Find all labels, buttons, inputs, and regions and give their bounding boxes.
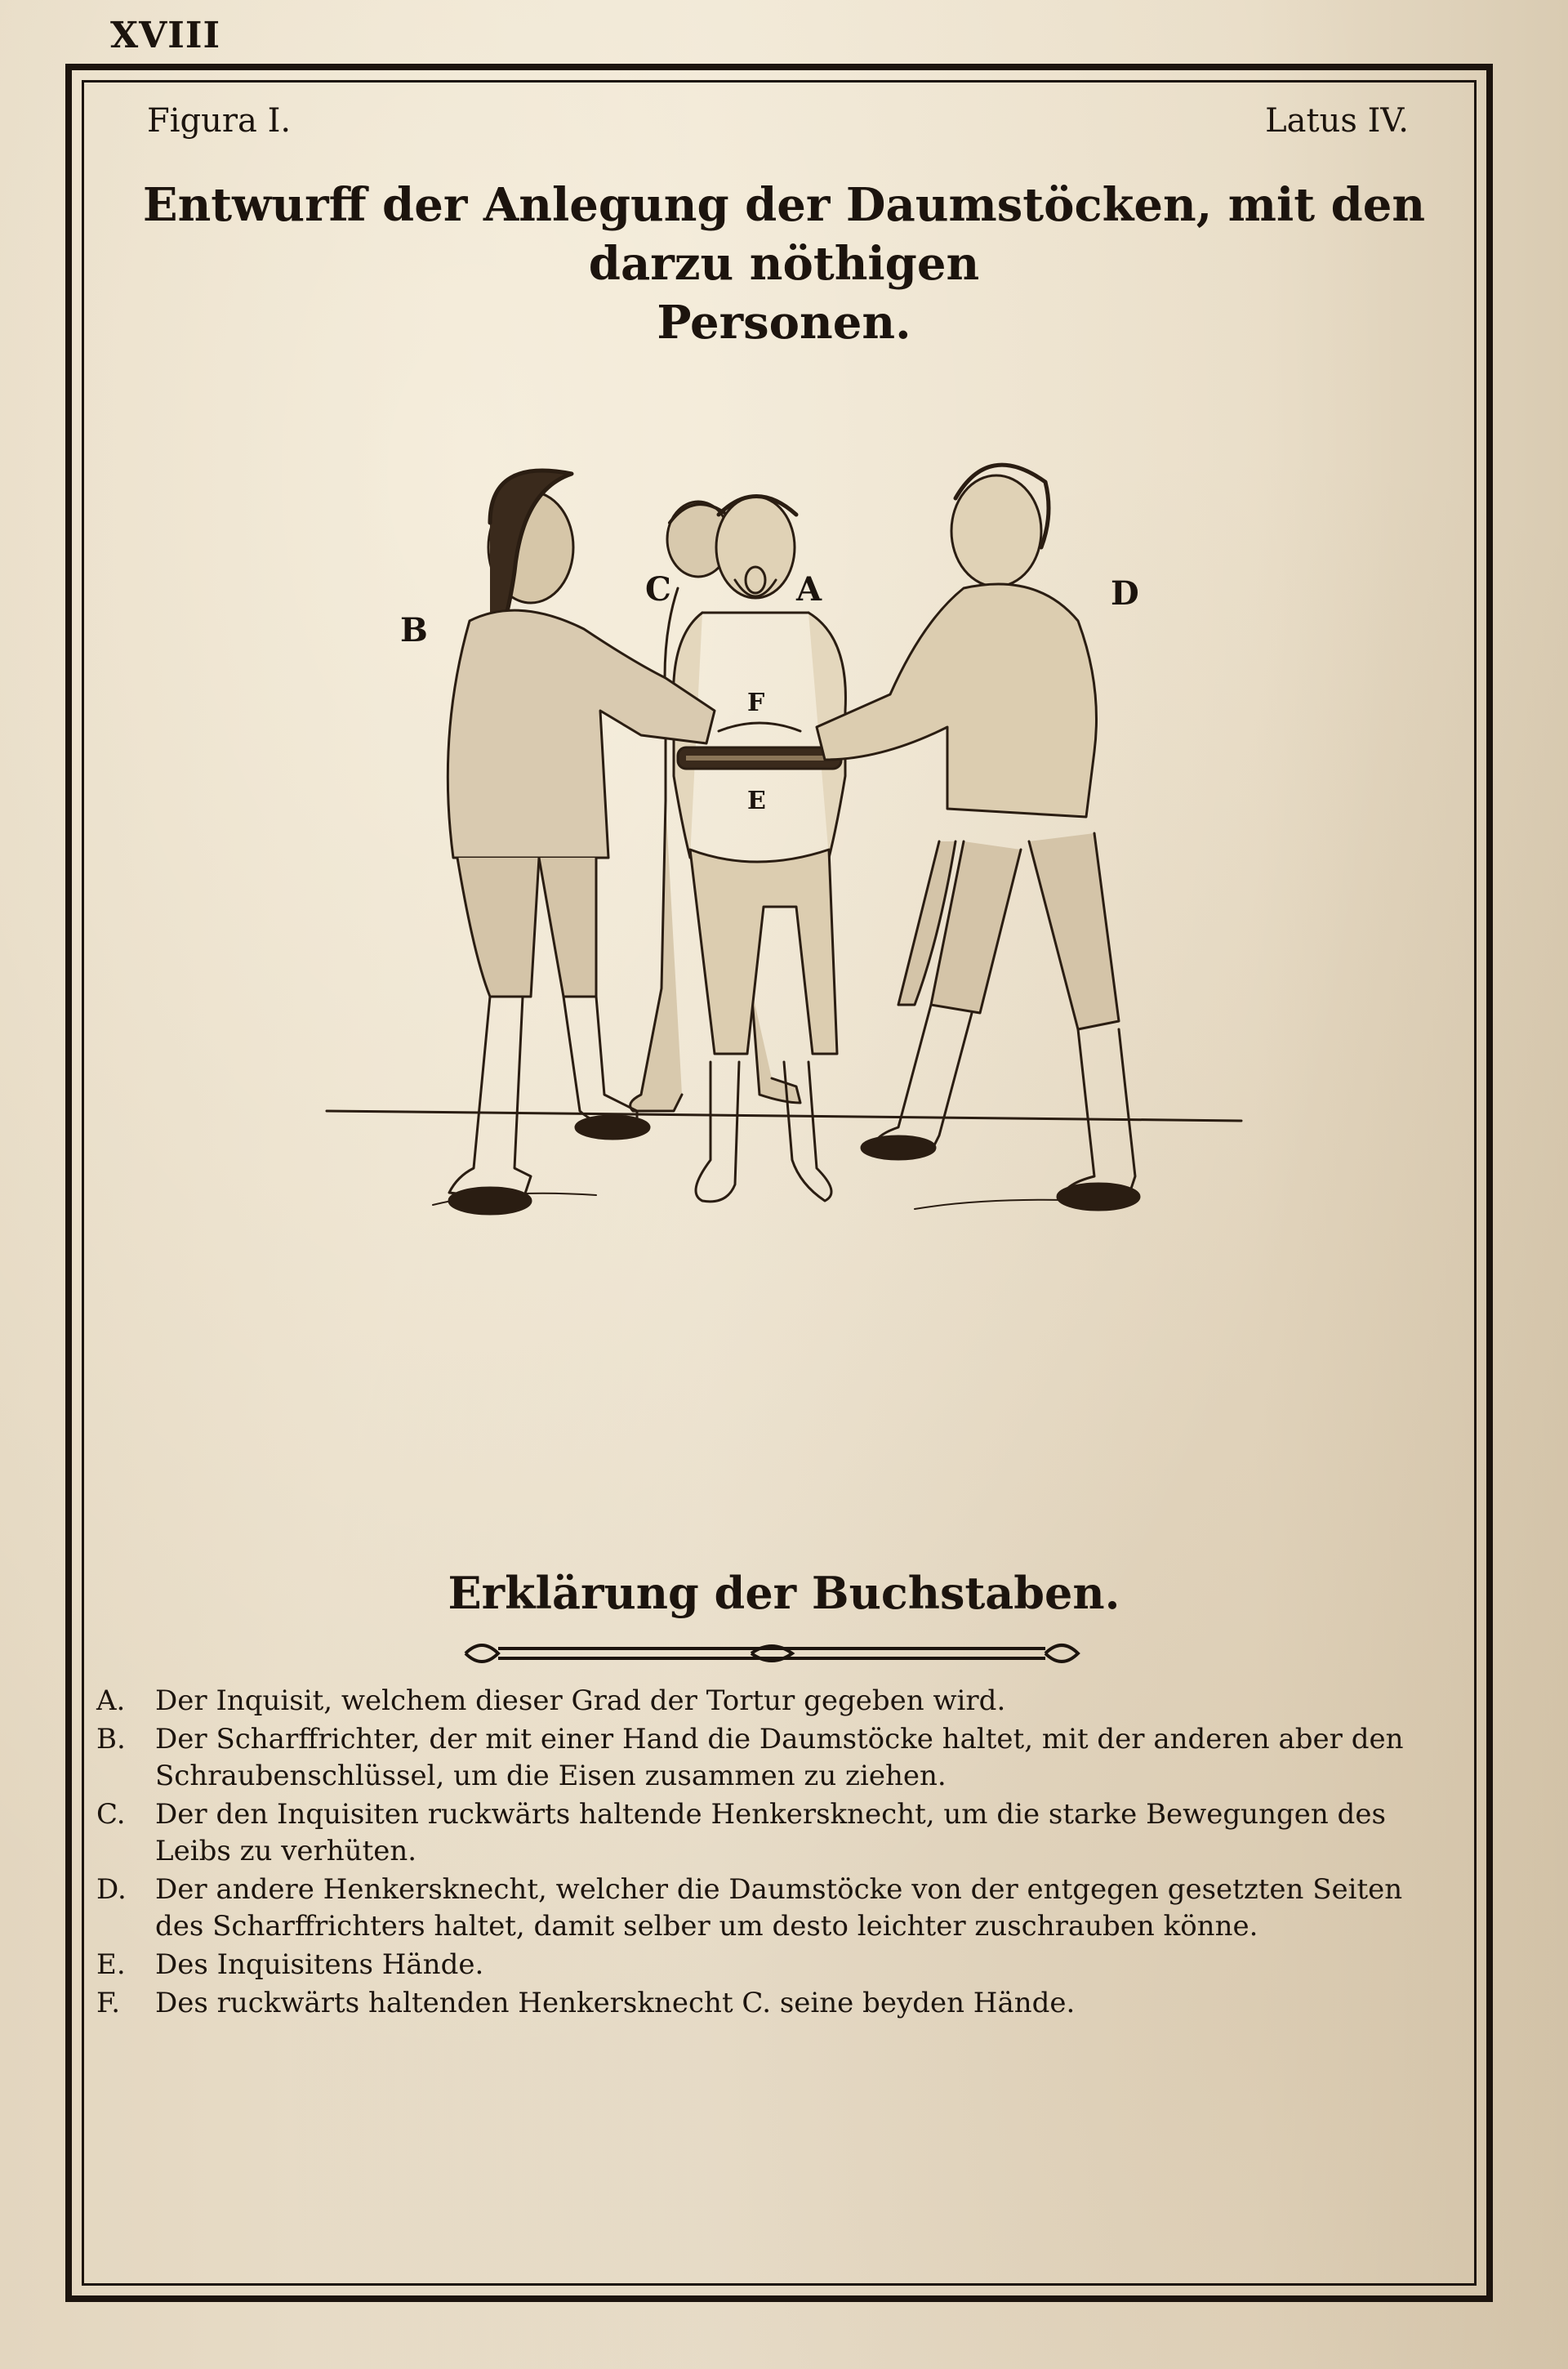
legend-letter: E.	[96, 1948, 126, 1981]
legend-item-e	[96, 1947, 1452, 1983]
legend-text: Der andere Henkersknecht, welcher die Daumstöcke von der entgegen gesetzten Seiten des Scharffrichters haltet, damit selber um desto leichter zuschrauben könne.	[155, 1873, 1403, 1943]
letter-f: F	[747, 689, 765, 717]
plate-title	[131, 176, 1437, 352]
figure-d	[817, 465, 1139, 1210]
legend-item-f	[96, 1985, 1452, 2022]
legend-item-b	[96, 1721, 1452, 1795]
legend-item-d	[96, 1872, 1452, 1945]
legend-letter: D.	[96, 1873, 127, 1906]
latus-label: Latus IV.	[1265, 102, 1409, 140]
legend-letter: A.	[96, 1684, 126, 1717]
page-number: XVIII	[110, 15, 221, 56]
legend-letter: F.	[96, 1987, 121, 2019]
legend-text: Der Scharffrichter, der mit einer Hand die Daumstöcke haltet, mit der anderen aber den Schraubenschlüssel, um die Eisen zusammen zu ziehen.	[155, 1723, 1404, 1792]
legend-text: Des ruckwärts haltenden Henkersknecht C. seine beyden Hände.	[155, 1987, 1076, 2019]
letter-e: E	[747, 787, 766, 815]
plate-title-line1: Entwurff der Anlegung der Daumstöcken, mit den darzu nöthigen	[142, 178, 1426, 291]
legend-text: Des Inquisitens Hände.	[155, 1948, 484, 1981]
legend-letter: C.	[96, 1798, 126, 1831]
legend-list	[96, 1683, 1452, 2023]
legend-item-c	[96, 1796, 1452, 1870]
letter-d: D	[1111, 574, 1139, 613]
plate-title-line2: Personen.	[657, 296, 911, 350]
legend-text: Der den Inquisiten ruckwärts haltende Henkersknecht, um die starke Bewegungen des Leibs zu verhüten.	[155, 1798, 1386, 1867]
legend-title: Erklärung der Buchstaben.	[448, 1567, 1120, 1619]
engraving-illustration	[294, 457, 1274, 1242]
letter-c: C	[645, 570, 671, 609]
ground-line	[327, 1111, 1241, 1121]
ornament-divider	[457, 1634, 1086, 1675]
legend-letter: B.	[96, 1723, 126, 1756]
legend-item-a	[96, 1683, 1452, 1720]
letter-a: A	[796, 570, 822, 609]
figure-label: Figura I.	[147, 102, 292, 140]
legend-text: Der Inquisit, welchem dieser Grad der Tortur gegeben wird.	[155, 1684, 1006, 1717]
letter-b: B	[400, 611, 428, 649]
